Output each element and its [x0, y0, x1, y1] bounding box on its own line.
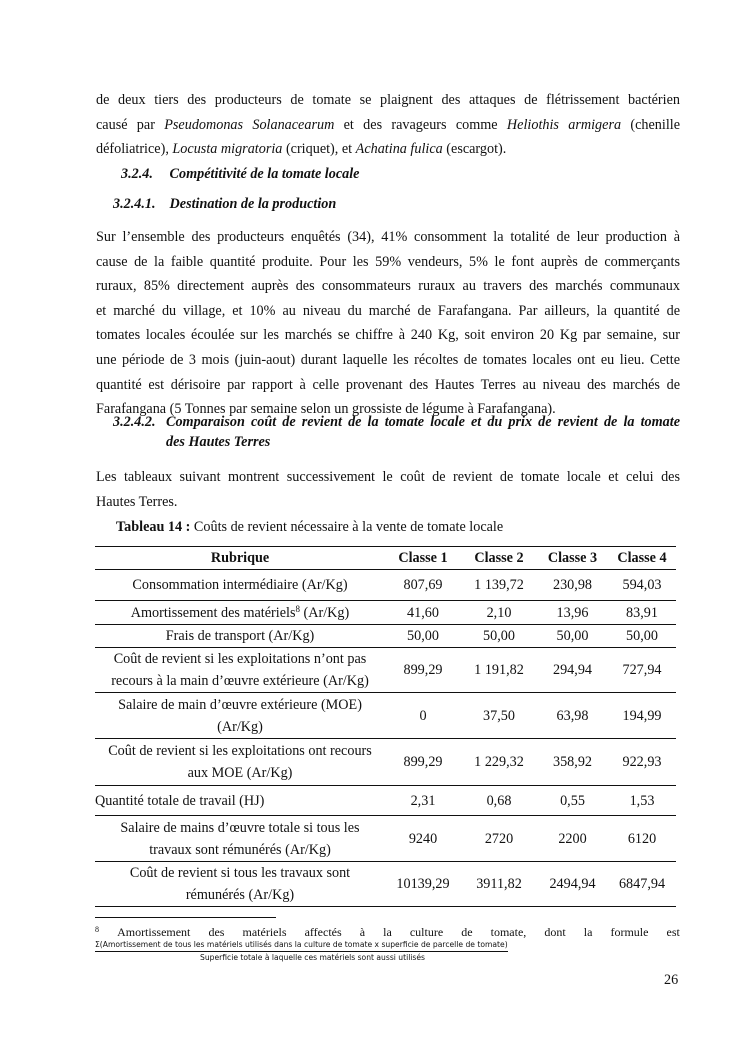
- column-header: Classe 1: [398, 550, 448, 566]
- column-header: Classe 2: [474, 550, 524, 566]
- table-row: [95, 570, 676, 601]
- text: causé par: [96, 116, 165, 133]
- value-cell: 6120: [627, 830, 657, 847]
- formula-numerator: Σ(Amortissement de tous les matériels utilisés dans la culture de tomate x superficie de parcelle de tomate): [95, 940, 508, 952]
- value-cell: 10139,29: [396, 876, 450, 892]
- value-cell: 2494,94: [549, 876, 596, 892]
- rubrique-cell: [95, 862, 385, 907]
- intro-line-2: [96, 113, 680, 138]
- tables-intro-paragraph: [96, 465, 680, 514]
- value-cell: 194,99: [622, 707, 662, 724]
- footnote-separator: [95, 917, 276, 918]
- paragraph-line: quantité est dérisoire par rapport à celle provenant des Hautes Terres au niveau des marchés de: [96, 376, 680, 393]
- paragraph-line: ruraux, 85% directement auprès des consommateurs ruraux au travers des marchés communaux: [96, 278, 680, 295]
- footnote-word: matériels: [242, 925, 287, 939]
- table-row: [95, 693, 676, 739]
- text-line: Salaire de main d’œuvre extérieure (MOE): [118, 696, 362, 713]
- paragraph-line: Les tableaux suivant montrent successivement le coût de revient de tomate locale et celui des: [96, 469, 680, 485]
- rubrique-cell: Quantité totale de travail (HJ): [95, 792, 265, 809]
- value-cell: 2200: [558, 830, 587, 847]
- footnote-word: la: [383, 925, 392, 939]
- value-cell: 358,92: [552, 754, 592, 770]
- heading-row: [113, 414, 680, 431]
- section-heading-3-2-4-1: [113, 196, 336, 213]
- footnote-word: culture: [409, 925, 444, 939]
- species-name: Pseudomonas Solanacearum: [164, 116, 335, 133]
- section-number: 3.2.4.1.: [113, 196, 156, 212]
- value-cell: 1 191,82: [474, 662, 524, 678]
- column-header: Rubrique: [210, 550, 270, 566]
- cost-table: [95, 546, 676, 907]
- table-row: [95, 739, 676, 786]
- text-line: Coût de revient si tous les travaux sont: [129, 865, 351, 881]
- species-name: Locusta migratoria: [172, 141, 283, 158]
- intro-paragraph: [96, 88, 680, 162]
- text: (chenille: [621, 116, 680, 133]
- section-heading-3-2-4-2: [113, 414, 680, 451]
- text: (escargot).: [442, 141, 507, 158]
- rubrique-cell: Frais de transport (Ar/Kg): [165, 628, 315, 644]
- section-title: Destination de la production: [169, 196, 337, 212]
- footnote-word: Amortissement: [117, 925, 191, 939]
- table-row: [95, 601, 676, 625]
- rubrique-cell: [95, 816, 385, 862]
- value-cell: 594,03: [622, 577, 662, 593]
- intro-line-3: [96, 137, 680, 162]
- value-cell: 50,00: [407, 628, 439, 644]
- value-cell: 1 229,32: [474, 754, 524, 770]
- footnote-number: 8: [95, 925, 99, 934]
- text: et des ravageurs comme: [334, 116, 507, 133]
- value-cell: 922,93: [622, 754, 662, 770]
- column-header: Classe 3: [547, 550, 598, 566]
- value-cell: 9240: [408, 830, 438, 847]
- table-header-row: [95, 547, 676, 570]
- section-number: 3.2.4.: [121, 166, 153, 182]
- value-cell: 13,96: [556, 604, 589, 621]
- text: défoliatrice),: [96, 141, 173, 158]
- text: (Ar/Kg): [299, 604, 350, 621]
- section-title: Compétitivité de la tomate locale: [169, 166, 360, 182]
- footnote-word: dont: [544, 925, 566, 939]
- text-line: (Ar/Kg): [217, 718, 263, 735]
- table-row: [95, 648, 676, 693]
- footnote-ref[interactable]: 8: [295, 603, 300, 614]
- paragraph-line: une période de 3 mois (juin-aout) durant laquelle les récoltes de tomates locales ont eu lieu. Cette: [96, 351, 680, 368]
- value-cell: 294,94: [552, 662, 592, 678]
- destination-paragraph: [96, 225, 680, 422]
- value-cell: 50,00: [626, 628, 658, 644]
- footnote-word: formule: [610, 925, 649, 939]
- text: Amortissement des matériels: [130, 604, 296, 621]
- column-header: Classe 4: [617, 550, 667, 566]
- value-cell: 2,31: [410, 792, 436, 809]
- value-cell: 230,98: [552, 577, 592, 593]
- paragraph-line: Hautes Terres.: [96, 493, 178, 510]
- value-cell: 2,10: [486, 604, 512, 621]
- rubrique-cell: [95, 693, 385, 739]
- table-row: [95, 816, 676, 862]
- text-line: Coût de revient si les exploitations ont recours: [108, 743, 372, 759]
- text-line: recours à la main d’œuvre extérieure (Ar/Kg): [111, 673, 369, 689]
- value-cell: 1 139,72: [474, 577, 524, 593]
- value-cell: 37,50: [483, 707, 515, 724]
- intro-line-1: de deux tiers des producteurs de tomate se plaignent des attaques de flétrissement bactérien: [96, 92, 680, 108]
- value-cell: 727,94: [622, 662, 662, 678]
- species-name: Achatina fulica: [355, 141, 443, 158]
- section-heading-3-2-4: [121, 166, 359, 183]
- section-title-line-2: des Hautes Terres: [166, 434, 271, 450]
- footnote-word: tomate,: [490, 925, 527, 939]
- page-number: 26: [664, 972, 679, 988]
- text-line: aux MOE (Ar/Kg): [187, 765, 293, 781]
- footnote-word: est: [666, 925, 680, 939]
- value-cell: 3911,82: [476, 876, 522, 892]
- value-cell: 0,55: [560, 792, 585, 809]
- footnote-marker: [95, 925, 99, 940]
- value-cell: 63,98: [556, 707, 589, 724]
- footnote-word: de: [461, 925, 473, 939]
- section-title-line-1: Comparaison coût de revient de la tomate locale et du prix de revient de la tomate: [166, 414, 680, 430]
- rubrique-cell: [95, 739, 385, 786]
- value-cell: 807,69: [403, 577, 443, 593]
- value-cell: 0,68: [486, 792, 512, 809]
- text-line: Coût de revient si les exploitations n’ont pas: [113, 651, 367, 667]
- footnote-word: des: [208, 925, 225, 939]
- table-row: [95, 625, 676, 648]
- footnote-word: la: [583, 925, 593, 939]
- rubrique-cell: [95, 601, 385, 625]
- value-cell: 0: [419, 707, 427, 724]
- paragraph-line: cause de la faible quantité produite. Pour les 59% vendeurs, 5% le font auprès de commerçants: [96, 253, 680, 270]
- value-cell: 83,91: [626, 604, 658, 621]
- value-cell: 899,29: [403, 754, 443, 770]
- value-cell: 41,60: [407, 604, 439, 621]
- paragraph-line: et marché du village, et 10% au niveau du marché de Farafangana. Par ailleurs, la quantité de: [96, 302, 680, 319]
- table-caption-text: Coûts de revient nécessaire à la vente de tomate locale: [190, 519, 504, 535]
- text: (criquet), et: [282, 141, 356, 158]
- text-line: Salaire de mains d’œuvre totale si tous les: [120, 819, 360, 836]
- value-cell: 899,29: [403, 662, 443, 678]
- table-caption: [116, 519, 503, 536]
- value-cell: 6847,94: [618, 876, 666, 892]
- value-cell: 50,00: [556, 628, 589, 644]
- formula-denominator: Superficie totale à laquelle ces matériels sont aussi utilisés: [200, 953, 426, 962]
- table-caption-label: Tableau 14 :: [116, 519, 191, 535]
- paragraph-line: tomates locales écoulée sur les marchés se chiffre à 240 Kg, soit environ 20 Kg par semaine, sur: [96, 327, 680, 344]
- text-line: rémunérés (Ar/Kg): [185, 887, 295, 903]
- rubrique-cell: Consommation intermédiaire (Ar/Kg): [132, 577, 348, 593]
- text-line: travaux sont rémunérés (Ar/Kg): [149, 841, 331, 858]
- table-row: [95, 786, 676, 816]
- table-row: [95, 862, 676, 907]
- footnote-word: à: [359, 925, 366, 939]
- rubrique-cell: [95, 648, 385, 693]
- species-name: Heliothis armigera: [506, 116, 622, 133]
- paragraph-line: Sur l’ensemble des producteurs enquêtés (34), 41% consomment la totalité de leur production à: [96, 229, 680, 245]
- footnote-word: affectés: [304, 925, 342, 939]
- paragraph-line: Farafangana (5 Tonnes par semaine selon un grossiste de légume à Farafangana).: [96, 401, 556, 418]
- section-number: 3.2.4.2.: [113, 414, 156, 430]
- value-cell: 1,53: [629, 792, 655, 809]
- footnote-text: [95, 925, 680, 940]
- value-cell: 50,00: [483, 628, 515, 644]
- value-cell: 2720: [484, 830, 514, 847]
